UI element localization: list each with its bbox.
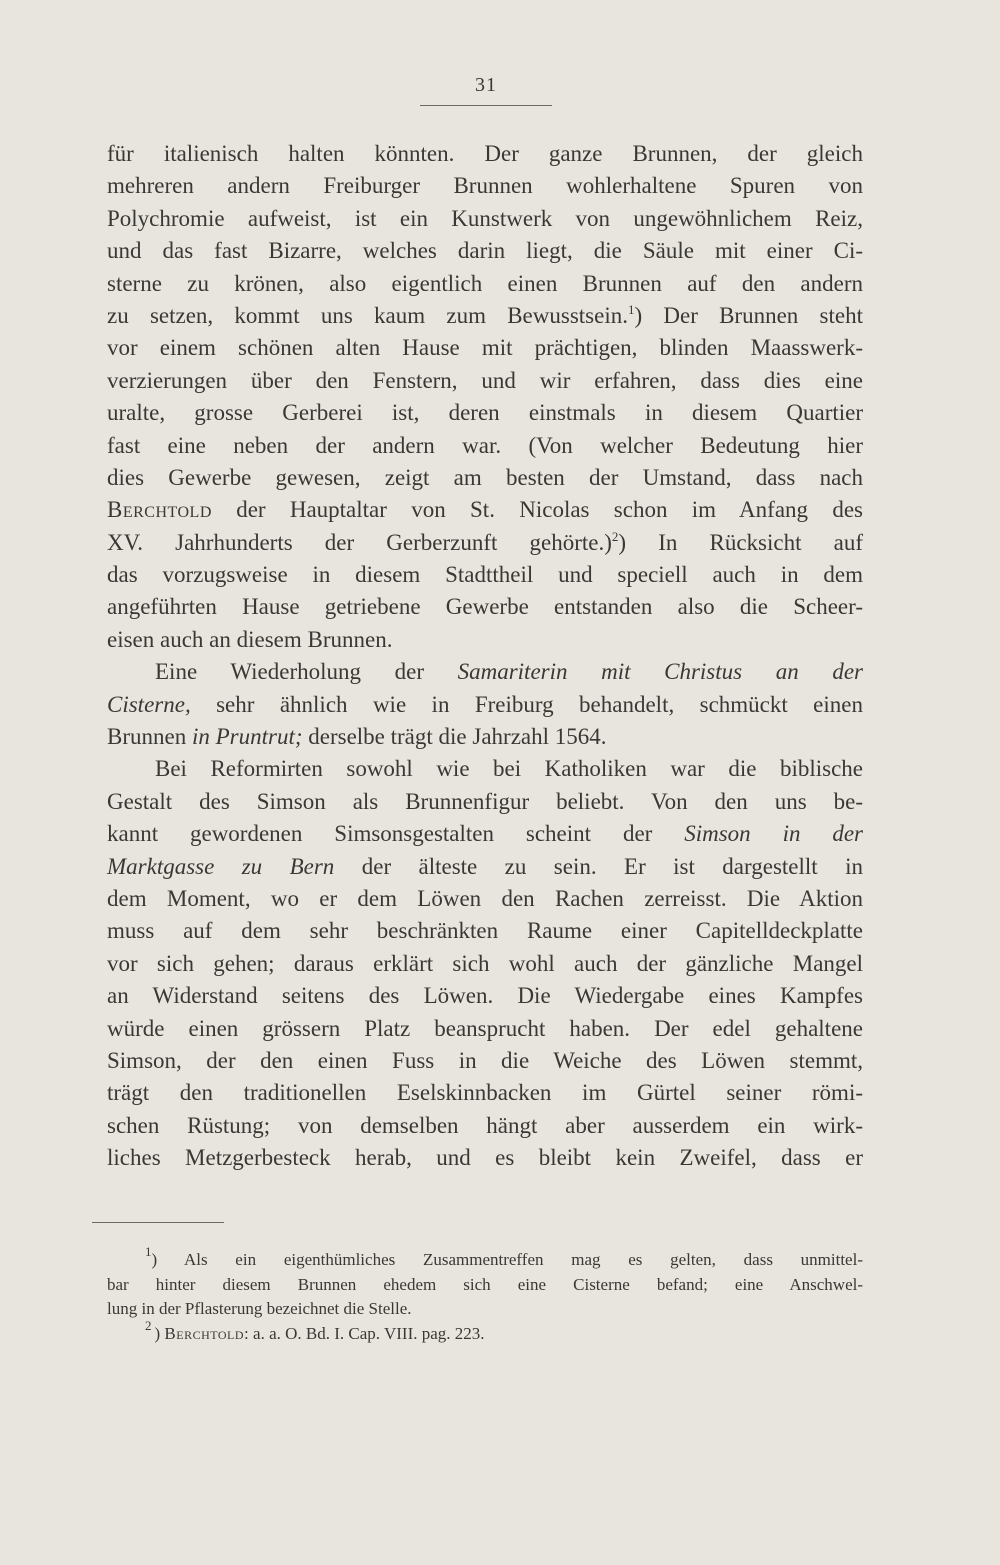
italic-title: Marktgasse zu Bern <box>107 853 335 879</box>
text-line: liches Metzgerbesteck herab, und es bleibt kein Zweifel, dass er <box>107 1145 863 1171</box>
text-line: dem Moment, wo er dem Löwen den Rachen zerreisst. Die Aktion <box>107 885 863 911</box>
text-line: fast eine neben der andern war. (Von welcher Bedeutung hier <box>107 432 863 458</box>
text-line: Polychromie aufweist, ist ein Kunstwerk von ungewöhnlichem Reiz, <box>107 205 863 231</box>
text-line: Cisterne, sehr ähnlich wie in Freiburg behandelt, schmückt einen <box>107 691 863 717</box>
text-line: und das fast Bizarre, welches darin liegt, die Säule mit einer Ci- <box>107 238 863 264</box>
text-line: das vorzugsweise in diesem Stadttheil und speciell auch in dem <box>107 562 863 588</box>
author-name: Berchtold <box>107 497 212 523</box>
header-rule <box>420 105 552 106</box>
text-line: Berchtold der Hauptaltar von St. Nicolas schon im Anfang des <box>107 497 863 523</box>
footnote-marker-2: 2 <box>145 1318 152 1334</box>
footnote-marker-1: 1 <box>145 1244 152 1259</box>
text-line: schen Rüstung; von demselben hängt aber ausserdem ein wirk- <box>107 1112 863 1138</box>
text-line: würde einen grössern Platz beansprucht haben. Der edel gehaltene <box>107 1015 863 1041</box>
italic-title: Simson in der <box>684 821 864 847</box>
footnote-rule <box>92 1222 224 1223</box>
text-line: angeführten Hause getriebene Gewerbe entstanden also die Scheer- <box>107 594 863 620</box>
footnote-2: $^2$ ) Berchtold: a. a. O. Bd. I. Cap. VIII. pag. 223. <box>145 1318 485 1344</box>
text-line: verzierungen über den Fenstern, und wir erfahren, dass dies eine <box>107 367 863 393</box>
italic-place: in Pruntrut; <box>191 724 303 750</box>
footnote-line: lung in der Pflasterung bezeichnet die Stelle. <box>107 1299 412 1319</box>
footnote-ref-1: 1 <box>627 301 635 317</box>
footnote-ref-2: 2 <box>611 528 619 544</box>
text-line: Gestalt des Simson als Brunnenfigur beliebt. Von den uns be- <box>107 788 863 814</box>
italic-title: Cisterne, <box>107 691 191 717</box>
text-line: für italienisch halten könnten. Der ganze Brunnen, der gleich <box>107 141 863 166</box>
page-number: 31 <box>475 74 497 96</box>
footnotes <box>107 1244 863 1347</box>
footnote-1: $^1$) Als ein eigenthümliches Zusammentreffen mag es gelten, dass unmittel- <box>145 1244 863 1269</box>
text-line: kannt gewordenen Simsonsgestalten scheint der Simson in der <box>107 821 864 847</box>
text-line: sterne zu krönen, also eigentlich einen Brunnen auf den andern <box>107 270 863 296</box>
text-line: Simson, der den einen Fuss in die Weiche des Löwen stemmt, <box>107 1047 863 1073</box>
text-line: muss auf dem sehr beschränkten Raume einer Capitelldeckplatte <box>107 918 863 944</box>
text-line: Bei Reformirten sowohl wie bei Katholiken war die biblische <box>155 756 863 782</box>
text-line: dies Gewerbe gewesen, zeigt am besten der Umstand, dass nach <box>107 464 863 490</box>
text-line: Eine Wiederholung der Samariterin mit Christus an der <box>155 659 863 685</box>
text-line: mehreren andern Freiburger Brunnen wohlerhaltene Spuren von <box>107 173 863 199</box>
author-name: Berchtold <box>164 1324 245 1344</box>
text-line: Brunnen in Pruntrut; derselbe trägt die Jahrzahl 1564. <box>107 724 607 750</box>
body-text <box>107 138 863 1175</box>
text-line: eisen auch an diesem Brunnen. <box>107 626 393 652</box>
footnote-line: bar hinter diesem Brunnen ehedem sich eine Cisterne befand; eine Anschwel- <box>107 1274 863 1294</box>
text-line: trägt den traditionellen Eselskinnbacken im Gürtel seiner römi- <box>107 1080 863 1106</box>
text-line: Marktgasse zu Bern der älteste zu sein. Er ist dargestellt in <box>107 853 863 879</box>
text-line: vor sich gehen; daraus erklärt sich wohl auch der gänzliche Mangel <box>107 950 863 976</box>
text-line: XV. Jahrhunderts der Gerberzunft gehörte.)$^2$) In Rücksicht auf <box>107 528 863 555</box>
text-line: an Widerstand seitens des Löwen. Die Wiedergabe eines Kampfes <box>107 983 863 1009</box>
text-line: vor einem schönen alten Hause mit prächtigen, blinden Maasswerk- <box>107 335 863 361</box>
text-line: uralte, grosse Gerberei ist, deren einstmals in diesem Quartier <box>107 400 863 426</box>
italic-title: Samariterin mit Christus an der <box>457 659 863 685</box>
text-line: zu setzen, kommt uns kaum zum Bewusstsein.$^1$) Der Brunnen steht <box>107 301 863 328</box>
